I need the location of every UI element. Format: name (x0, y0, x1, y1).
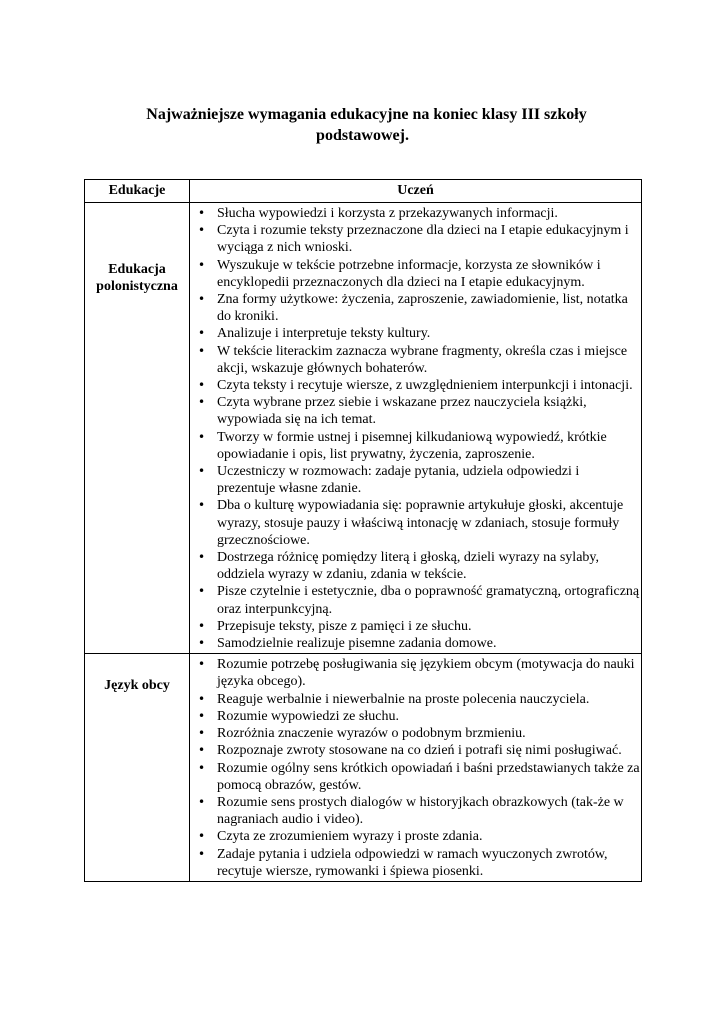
subject-label: Edukacja (108, 262, 166, 277)
list-item: • Dba o kulturę wypowiadania się: poprawnie artykułuje głoski, akcentuje wyrazy, stosuje pauzy i właściwą intonację w zdaniach, stosuje formuły grzecznościowe. (217, 497, 641, 549)
list-item: • Tworzy w formie ustnej i pisemnej kilkudaniową wypowiedź, krótkie opowiadanie i opis, list prywatny, życzenia, zaproszenie. (217, 429, 641, 463)
requirements-list (190, 654, 641, 881)
subject-label: polonistyczna (96, 279, 178, 295)
list-item: • Czyta teksty i recytuje wiersze, z uwzględnieniem interpunkcji i intonacji. (217, 377, 641, 394)
list-item: • Rozpoznaje zwroty stosowane na co dzień i potrafi się nimi posługiwać. (217, 742, 641, 759)
list-item: • Słucha wypowiedzi i korzysta z przekazywanych informacji. (217, 205, 641, 222)
requirements-list (190, 203, 641, 653)
list-item: • Rozumie potrzebę posługiwania się językiem obcym (motywacja do nauki języka obcego). (217, 656, 641, 690)
list-item: • Reaguje werbalnie i niewerbalnie na proste polecenia nauczyciela. (217, 691, 641, 708)
list-item: • Wyszukuje w tekście potrzebne informacje, korzysta ze słowników i encyklopedii przeznaczonych dla dzieci na I etapie edukacyjnym. (217, 257, 641, 291)
subject-label: Język obcy (104, 678, 170, 694)
subject-cell-polonistyczna (85, 203, 190, 654)
table-row (85, 203, 642, 654)
title-line-1: Najważniejsze wymagania edukacyjne na koniec klasy III szkoły (146, 106, 587, 123)
list-item: • W tekście literackim zaznacza wybrane fragmenty, określa czas i miejsce akcji, wskazuje głównych bohaterów. (217, 343, 641, 377)
list-item: • Analizuje i interpretuje teksty kultury. (217, 325, 641, 342)
list-item: • Czyta ze zrozumieniem wyrazy i proste zdania. (217, 828, 641, 845)
list-item: • Przepisuje teksty, pisze z pamięci i ze słuchu. (217, 618, 641, 635)
list-item: • Rozróżnia znaczenie wyrazów o podobnym brzmieniu. (217, 725, 641, 742)
requirements-cell (190, 654, 642, 882)
list-item: • Rozumie ogólny sens krótkich opowiadań i baśni przedstawianych także za pomocą obrazów, gestów. (217, 760, 641, 794)
list-item: • Dostrzega różnicę pomiędzy literą i głoską, dzieli wyrazy na sylaby, oddziela wyrazy w zdaniu, zdania w tekście. (217, 549, 641, 583)
column-header-uczen: Uczeń (190, 180, 642, 203)
requirements-cell (190, 203, 642, 654)
column-header-edukacje: Edukacje (85, 180, 190, 203)
list-item: • Rozumie sens prostych dialogów w historyjkach obrazkowych (tak-że w nagraniach audio i video). (217, 794, 641, 828)
table-header-row (85, 180, 642, 203)
list-item: • Czyta i rozumie teksty przeznaczone dla dzieci na I etapie edukacyjnym i wyciąga z nich wnioski. (217, 222, 641, 256)
subject-cell-jezyk-obcy (85, 654, 190, 882)
page-title (0, 104, 725, 146)
list-item: • Pisze czytelnie i estetycznie, dba o poprawność gramatyczną, ortograficzną oraz interpunkcyjną. (217, 583, 641, 617)
list-item: • Rozumie wypowiedzi ze słuchu. (217, 708, 641, 725)
list-item: • Samodzielnie realizuje pisemne zadania domowe. (217, 635, 641, 652)
requirements-table (84, 179, 642, 882)
title-line-2: podstawowej. (316, 127, 409, 144)
list-item: • Czyta wybrane przez siebie i wskazane przez nauczyciela książki, wypowiada się na ich temat. (217, 394, 641, 428)
table-row (85, 654, 642, 882)
list-item: • Zadaje pytania i udziela odpowiedzi w ramach wyuczonych zwrotów, recytuje wiersze, rymowanki i śpiewa piosenki. (217, 846, 641, 880)
list-item: • Uczestniczy w rozmowach: zadaje pytania, udziela odpowiedzi i prezentuje własne zdanie. (217, 463, 641, 497)
list-item: • Zna formy użytkowe: życzenia, zaproszenie, zawiadomienie, list, notatka do kroniki. (217, 291, 641, 325)
